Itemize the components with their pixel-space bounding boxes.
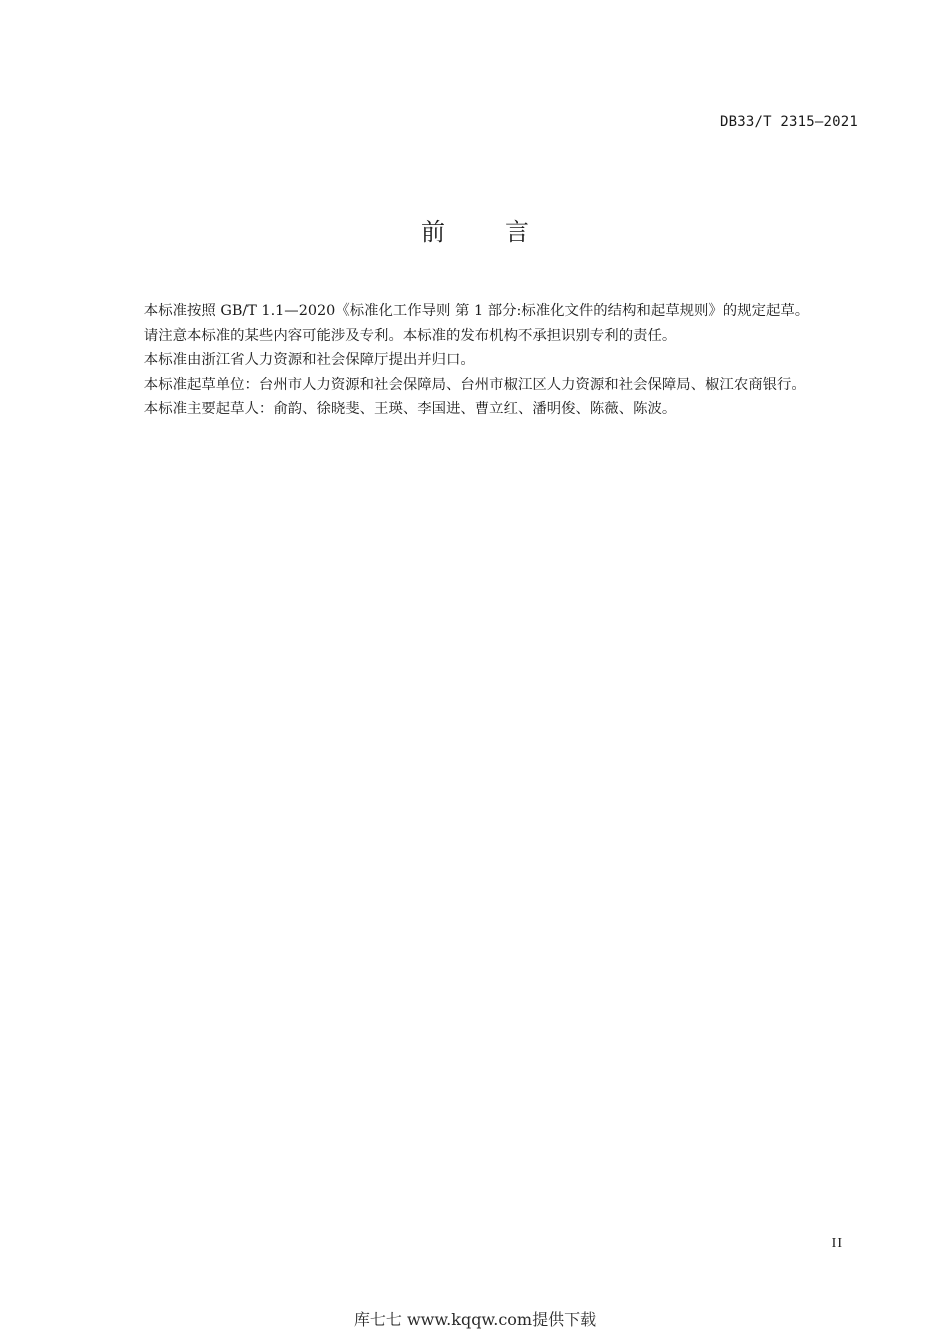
page-title: 前言 — [421, 218, 589, 246]
document-code: DB33/T 2315—2021 — [719, 114, 858, 130]
paragraph-patent-notice: 请注意本标准的某些内容可能涉及专利。本标准的发布机构不承担识别专利的责任。 — [143, 327, 677, 344]
download-watermark-footer: 库七七 www.kqqw.com提供下载 — [353, 1310, 597, 1329]
preface-body — [115, 299, 860, 422]
paragraph-drafting-rules: 本标准按照 GB/T 1.1—2020《标准化工作导则 第 1 部分:标准化文件的结构和起草规则》的规定起草。 — [143, 303, 810, 319]
paragraph-drafters: 本标准主要起草人：俞韵、徐晓斐、王瑛、李国进、曹立红、潘明俊、陈薇、陈波。 — [143, 401, 677, 417]
page-number: II — [831, 1236, 843, 1251]
paragraph-drafting-units: 本标准起草单位：台州市人力资源和社会保障局、台州市椒江区人力资源和社会保障局、椒江农商银行。 — [143, 376, 806, 393]
paragraph-proposer: 本标准由浙江省人力资源和社会保障厅提出并归口。 — [143, 352, 475, 368]
